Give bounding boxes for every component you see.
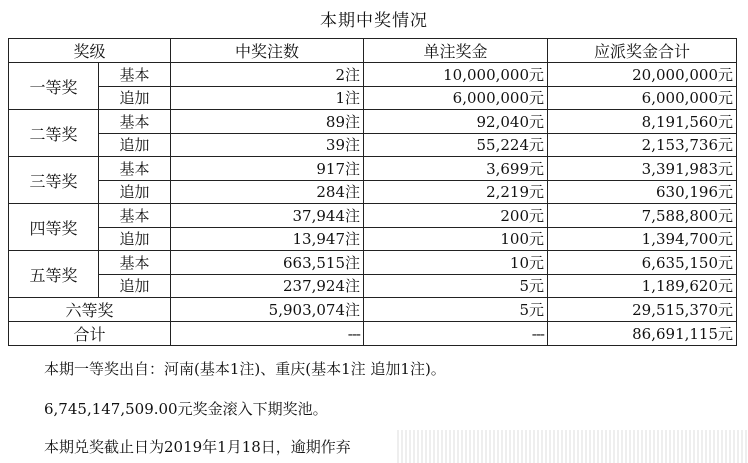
total-cell: 630,196元 [548, 180, 737, 204]
amount-cell: 5元 [364, 274, 548, 298]
level-sum: 合计 [9, 322, 171, 346]
page-title: 本期中奖情况 [320, 11, 428, 31]
total-cell: 7,588,800元 [548, 204, 737, 228]
sub-label: 追加 [99, 133, 171, 157]
table-row [9, 110, 737, 134]
sub-label: 基本 [99, 204, 171, 228]
level-second: 二等奖 [9, 110, 99, 157]
table-row [9, 157, 737, 181]
amount-cell: 5元 [364, 298, 548, 322]
header-total: 应派奖金合计 [548, 39, 737, 63]
total-cell: 6,635,150元 [548, 251, 737, 275]
level-sixth: 六等奖 [9, 298, 171, 322]
total-cell: 2,153,736元 [548, 133, 737, 157]
count-cell: 89注 [171, 110, 364, 134]
sub-label: 追加 [99, 274, 171, 298]
claim-deadline-note: 本期兑奖截止日为2019年1月18日，逾期作弃 [44, 438, 351, 456]
count-cell: 5,903,074注 [171, 298, 364, 322]
amount-cell: 3,699元 [364, 157, 548, 181]
level-third: 三等奖 [9, 157, 99, 204]
table-row [9, 63, 737, 87]
sub-label: 基本 [99, 157, 171, 181]
count-cell: 2注 [171, 63, 364, 87]
count-cell: 37,944注 [171, 204, 364, 228]
total-cell: 29,515,370元 [548, 298, 737, 322]
faded-overlay [395, 430, 748, 463]
level-fifth: 五等奖 [9, 251, 99, 298]
sub-label: 追加 [99, 86, 171, 110]
table-row [9, 133, 737, 157]
total-cell: 1,394,700元 [548, 227, 737, 251]
count-cell: 663,515注 [171, 251, 364, 275]
sub-label: 基本 [99, 63, 171, 87]
jackpot-rollover-note: 6,745,147,509.00元奖金滚入下期奖池。 [44, 400, 328, 418]
sub-label: 基本 [99, 110, 171, 134]
count-cell: 1注 [171, 86, 364, 110]
sub-label: 基本 [99, 251, 171, 275]
amount-cell: 55,224元 [364, 133, 548, 157]
total-cell: 86,691,115元 [548, 322, 737, 346]
total-cell: 6,000,000元 [548, 86, 737, 110]
table-row [9, 204, 737, 228]
prize-table [8, 38, 737, 346]
amount-cell: 6,000,000元 [364, 86, 548, 110]
amount-cell: 2,219元 [364, 180, 548, 204]
count-cell: --- [171, 322, 364, 346]
sub-label: 追加 [99, 180, 171, 204]
header-level: 奖级 [9, 39, 171, 63]
amount-cell: 10,000,000元 [364, 63, 548, 87]
table-row [9, 251, 737, 275]
table-row [9, 180, 737, 204]
level-fourth: 四等奖 [9, 204, 99, 251]
level-first: 一等奖 [9, 63, 99, 110]
table-row [9, 86, 737, 110]
count-cell: 13,947注 [171, 227, 364, 251]
amount-cell: 100元 [364, 227, 548, 251]
total-cell: 1,189,620元 [548, 274, 737, 298]
table-header-row [9, 39, 737, 63]
count-cell: 284注 [171, 180, 364, 204]
sub-label: 追加 [99, 227, 171, 251]
table-row [9, 274, 737, 298]
amount-cell: 92,040元 [364, 110, 548, 134]
table-row [9, 298, 737, 322]
count-cell: 917注 [171, 157, 364, 181]
header-amount: 单注奖金 [364, 39, 548, 63]
total-cell: 20,000,000元 [548, 63, 737, 87]
count-cell: 39注 [171, 133, 364, 157]
count-cell: 237,924注 [171, 274, 364, 298]
amount-cell: 10元 [364, 251, 548, 275]
amount-cell: 200元 [364, 204, 548, 228]
winner-origin-note: 本期一等奖出自：河南(基本1注)、重庆(基本1注 追加1注)。 [44, 360, 446, 378]
total-cell: 3,391,983元 [548, 157, 737, 181]
amount-cell: --- [364, 322, 548, 346]
table-row [9, 227, 737, 251]
total-row [9, 322, 737, 346]
total-cell: 8,191,560元 [548, 110, 737, 134]
header-count: 中奖注数 [171, 39, 364, 63]
